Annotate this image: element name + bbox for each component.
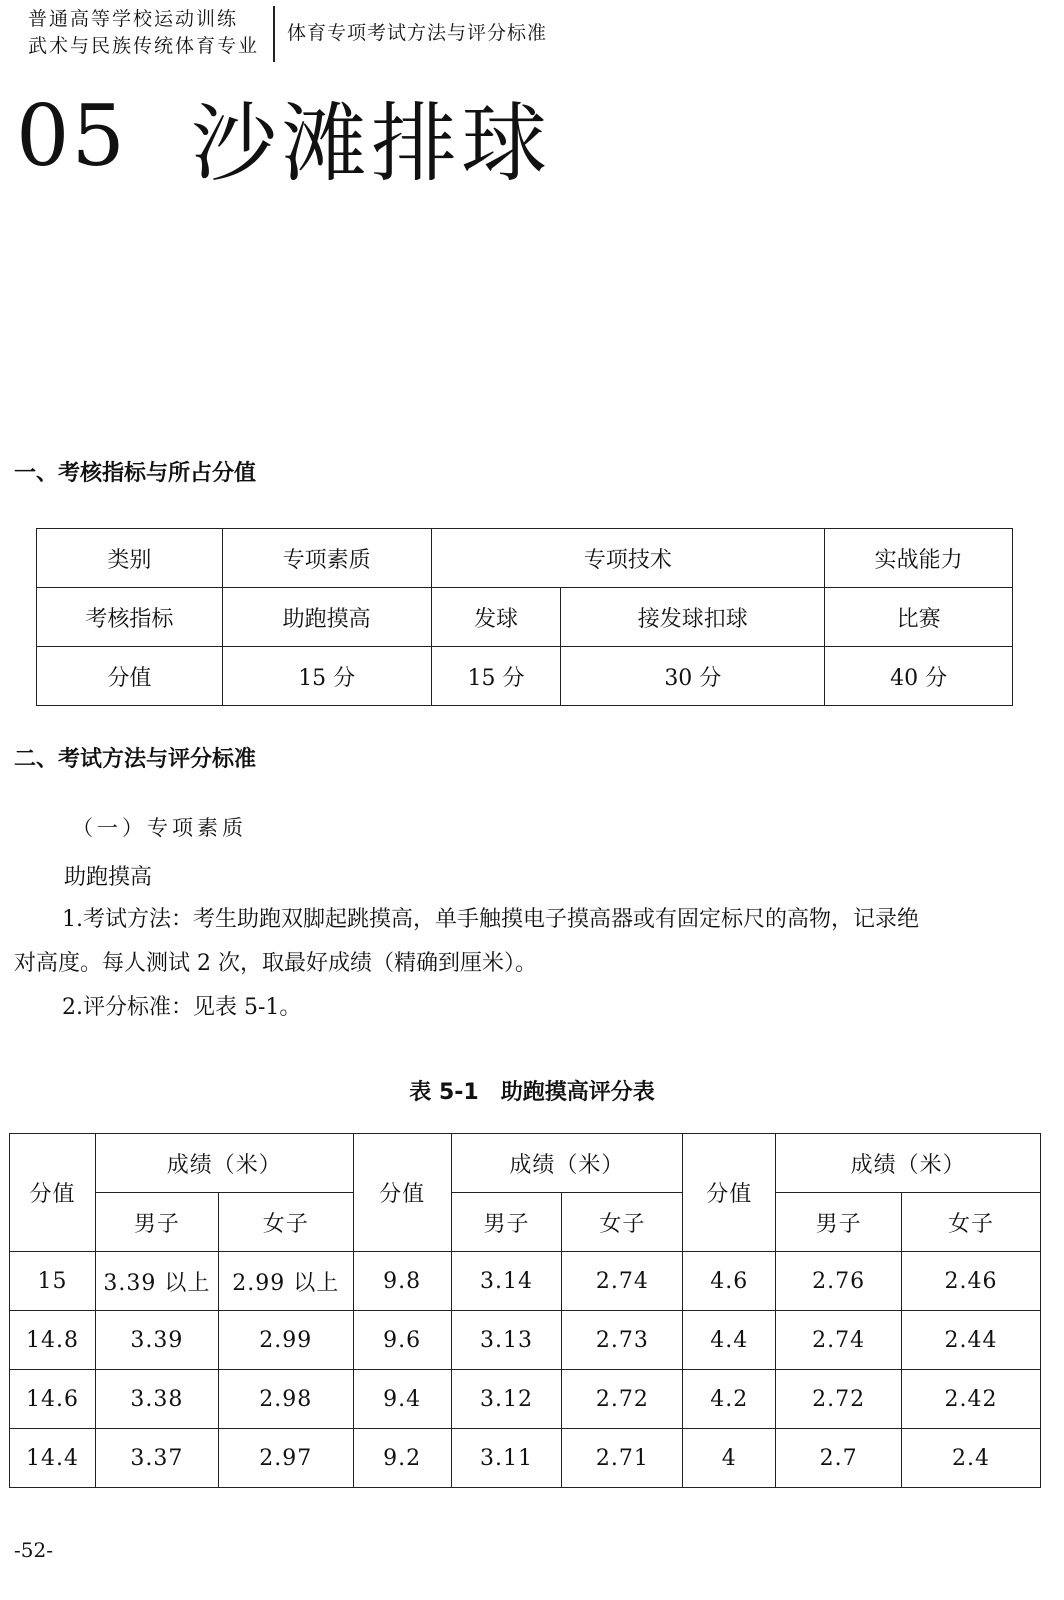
table-cell: 考核指标 [37,588,223,647]
table-row [37,588,1013,647]
table-cell: 14.8 [10,1311,96,1370]
table-row [10,1370,1041,1429]
table-cell: 15 分 [222,647,431,706]
table-cell: 9.8 [353,1252,451,1311]
method-line-2: 对高度。每人测试 2 次，取最好成绩（精确到厘米）。 [14,951,537,976]
table-cell: 发球 [431,588,561,647]
chapter-number: 05 [16,87,127,185]
table-row [37,529,1013,588]
table-cell: 4.4 [683,1311,776,1370]
table-cell: 实战能力 [825,529,1013,588]
male-header: 男子 [776,1193,902,1252]
table-cell: 2.71 [562,1429,683,1488]
table-cell: 2.7 [776,1429,902,1488]
table-cell: 3.37 [95,1429,218,1488]
table-cell: 2.46 [902,1252,1041,1311]
table-cell: 3.39 [95,1311,218,1370]
table-cell: 14.4 [10,1429,96,1488]
table-row [10,1429,1041,1488]
section-heading-2: 二、考试方法与评分标准 [14,747,257,772]
female-header: 女子 [902,1193,1041,1252]
table-cell: 2.99 [218,1311,353,1370]
table-cell: 2.76 [776,1252,902,1311]
table-row [10,1311,1041,1370]
score-header: 分值 [353,1134,451,1252]
table-cell: 9.6 [353,1311,451,1370]
table-cell: 15 分 [431,647,561,706]
table-cell: 2.72 [562,1370,683,1429]
table-cell: 接发球扣球 [561,588,825,647]
table-header-row [10,1193,1041,1252]
male-header: 男子 [451,1193,562,1252]
page-number: -52- [14,1538,53,1562]
scoring-table-body [10,1252,1041,1488]
scoring-table [9,1133,1041,1488]
chapter-title: 沙滩排球 [191,94,551,194]
table-cell: 4 [683,1429,776,1488]
section-heading-1: 一、考核指标与所占分值 [14,461,257,486]
table-cell: 30 分 [561,647,825,706]
table-cell: 3.14 [451,1252,562,1311]
table-row [10,1252,1041,1311]
male-header: 男子 [95,1193,218,1252]
subsection-title: （一）专项素质 [72,816,247,840]
standard-line: 2.评分标准：见表 5-1。 [62,995,302,1020]
table-cell: 3.39 以上 [95,1252,218,1311]
table-cell: 类别 [37,529,223,588]
score-header: 分值 [683,1134,776,1252]
header-section-title: 体育专项考试方法与评分标准 [287,22,548,44]
result-header: 成绩（米） [451,1134,683,1193]
chapter-heading [16,86,551,194]
table-cell: 3.13 [451,1311,562,1370]
header-book-title [28,6,273,62]
table-cell: 3.11 [451,1429,562,1488]
table-cell: 2.73 [562,1311,683,1370]
item-title: 助跑摸高 [64,865,153,890]
table-cell: 助跑摸高 [222,588,431,647]
table-cell: 3.12 [451,1370,562,1429]
table-cell: 14.6 [10,1370,96,1429]
table-cell: 专项技术 [431,529,825,588]
table-cell: 2.97 [218,1429,353,1488]
weights-table [36,528,1013,706]
table-cell: 专项素质 [222,529,431,588]
table-cell: 分值 [37,647,223,706]
table-cell: 9.4 [353,1370,451,1429]
table-cell: 2.99 以上 [218,1252,353,1311]
method-line-1: 1.考试方法：考生助跑双脚起跳摸高，单手触摸电子摸高器或有固定标尺的高物，记录绝 [62,907,919,932]
header-line-2: 武术与民族传统体育专业 [28,35,260,57]
score-header: 分值 [10,1134,96,1252]
female-header: 女子 [218,1193,353,1252]
table-caption: 表 5-1 助跑摸高评分表 [409,1080,655,1105]
running-header [28,6,547,62]
table-cell: 3.38 [95,1370,218,1429]
table-cell: 2.74 [562,1252,683,1311]
table-cell: 40 分 [825,647,1013,706]
table-cell: 2.4 [902,1429,1041,1488]
table-cell: 4.2 [683,1370,776,1429]
table-cell: 2.44 [902,1311,1041,1370]
table-row [37,647,1013,706]
result-header: 成绩（米） [95,1134,353,1193]
table-cell: 2.42 [902,1370,1041,1429]
header-line-1: 普通高等学校运动训练 [28,8,239,30]
table-cell: 比赛 [825,588,1013,647]
table-cell: 15 [10,1252,96,1311]
table-cell: 2.72 [776,1370,902,1429]
table-cell: 2.74 [776,1311,902,1370]
table-cell: 9.2 [353,1429,451,1488]
table-cell: 4.6 [683,1252,776,1311]
result-header: 成绩（米） [776,1134,1041,1193]
table-cell: 2.98 [218,1370,353,1429]
table-header-row [10,1134,1041,1193]
female-header: 女子 [562,1193,683,1252]
